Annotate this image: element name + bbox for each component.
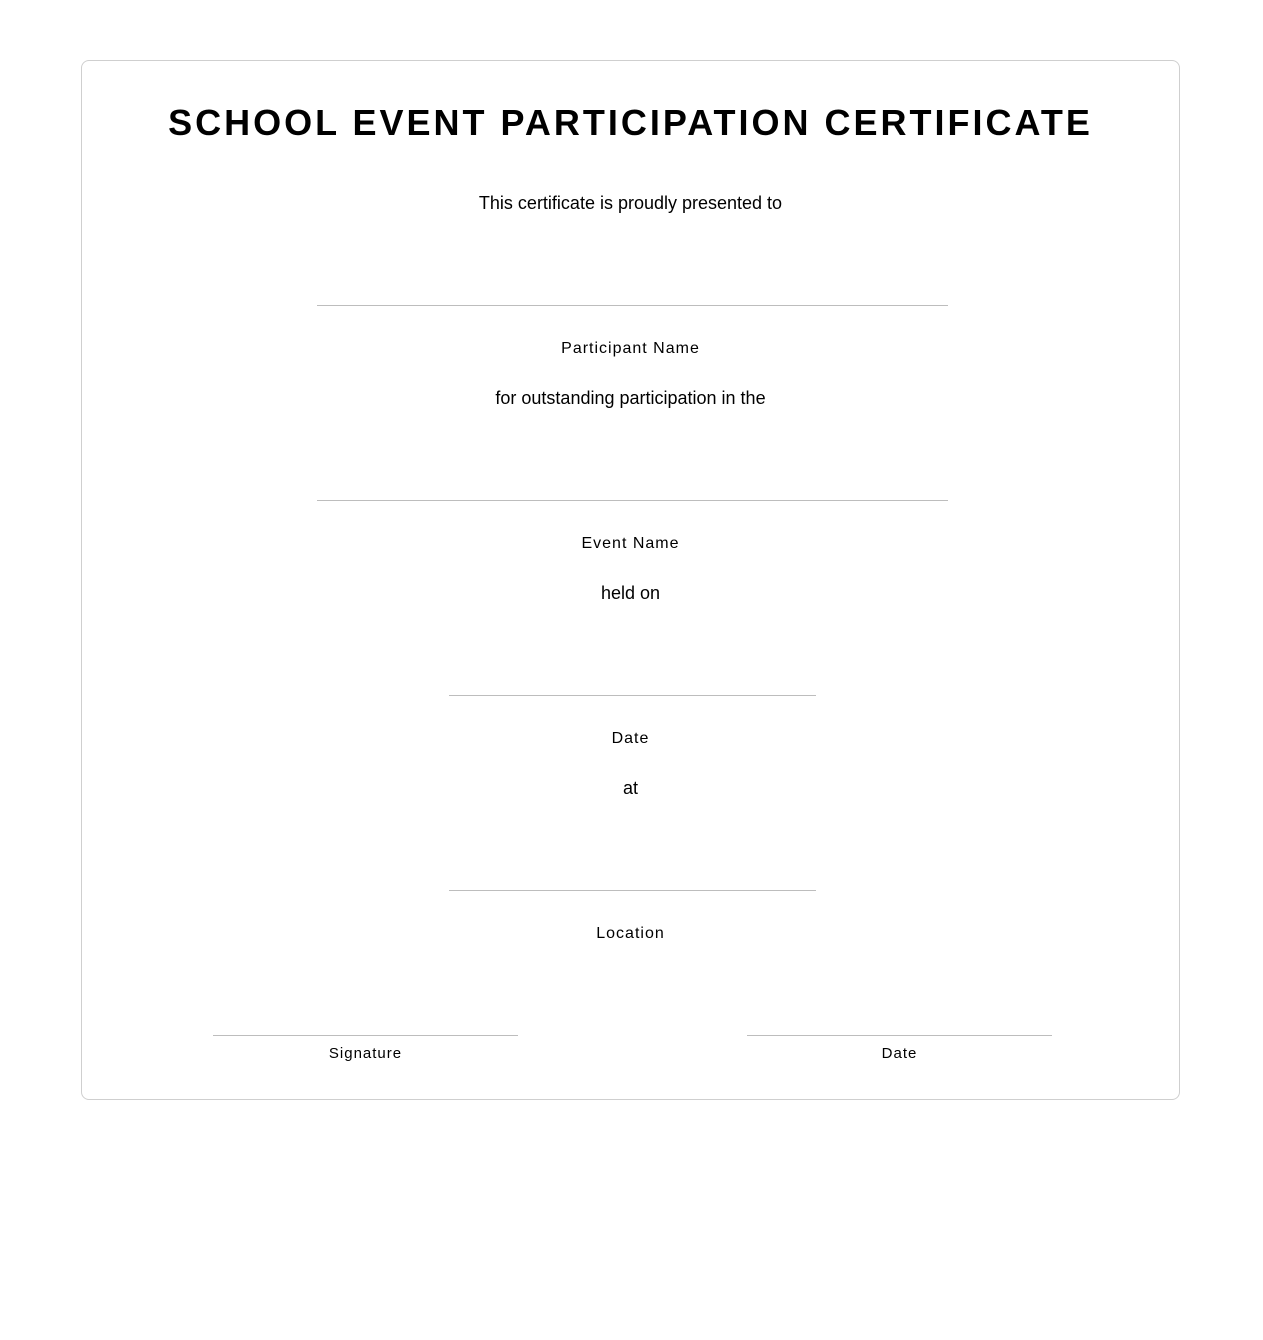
certificate-card — [81, 60, 1180, 1100]
sign-date-label: Date — [881, 1045, 918, 1062]
participant-name-line[interactable] — [317, 305, 948, 306]
location-line[interactable] — [449, 890, 816, 891]
held-on-text: held on — [600, 583, 661, 603]
at-text: at — [622, 778, 638, 798]
event-name-line[interactable] — [317, 500, 948, 501]
participant-name-label: Participant Name — [561, 340, 700, 357]
certificate-title: SCHOOL EVENT PARTICIPATION CERTIFICATE — [168, 102, 1093, 143]
sign-date-block — [747, 1035, 1052, 1062]
date-label: Date — [611, 730, 650, 747]
sign-date-line[interactable] — [747, 1035, 1052, 1036]
presented-text: This certificate is proudly presented to — [478, 193, 783, 213]
date-line[interactable] — [449, 695, 816, 696]
signature-block — [213, 1035, 518, 1062]
participation-text: for outstanding participation in the — [495, 388, 766, 408]
signature-line[interactable] — [213, 1035, 518, 1036]
location-label: Location — [596, 925, 665, 942]
event-name-label: Event Name — [581, 535, 680, 552]
signature-label: Signature — [328, 1045, 403, 1062]
